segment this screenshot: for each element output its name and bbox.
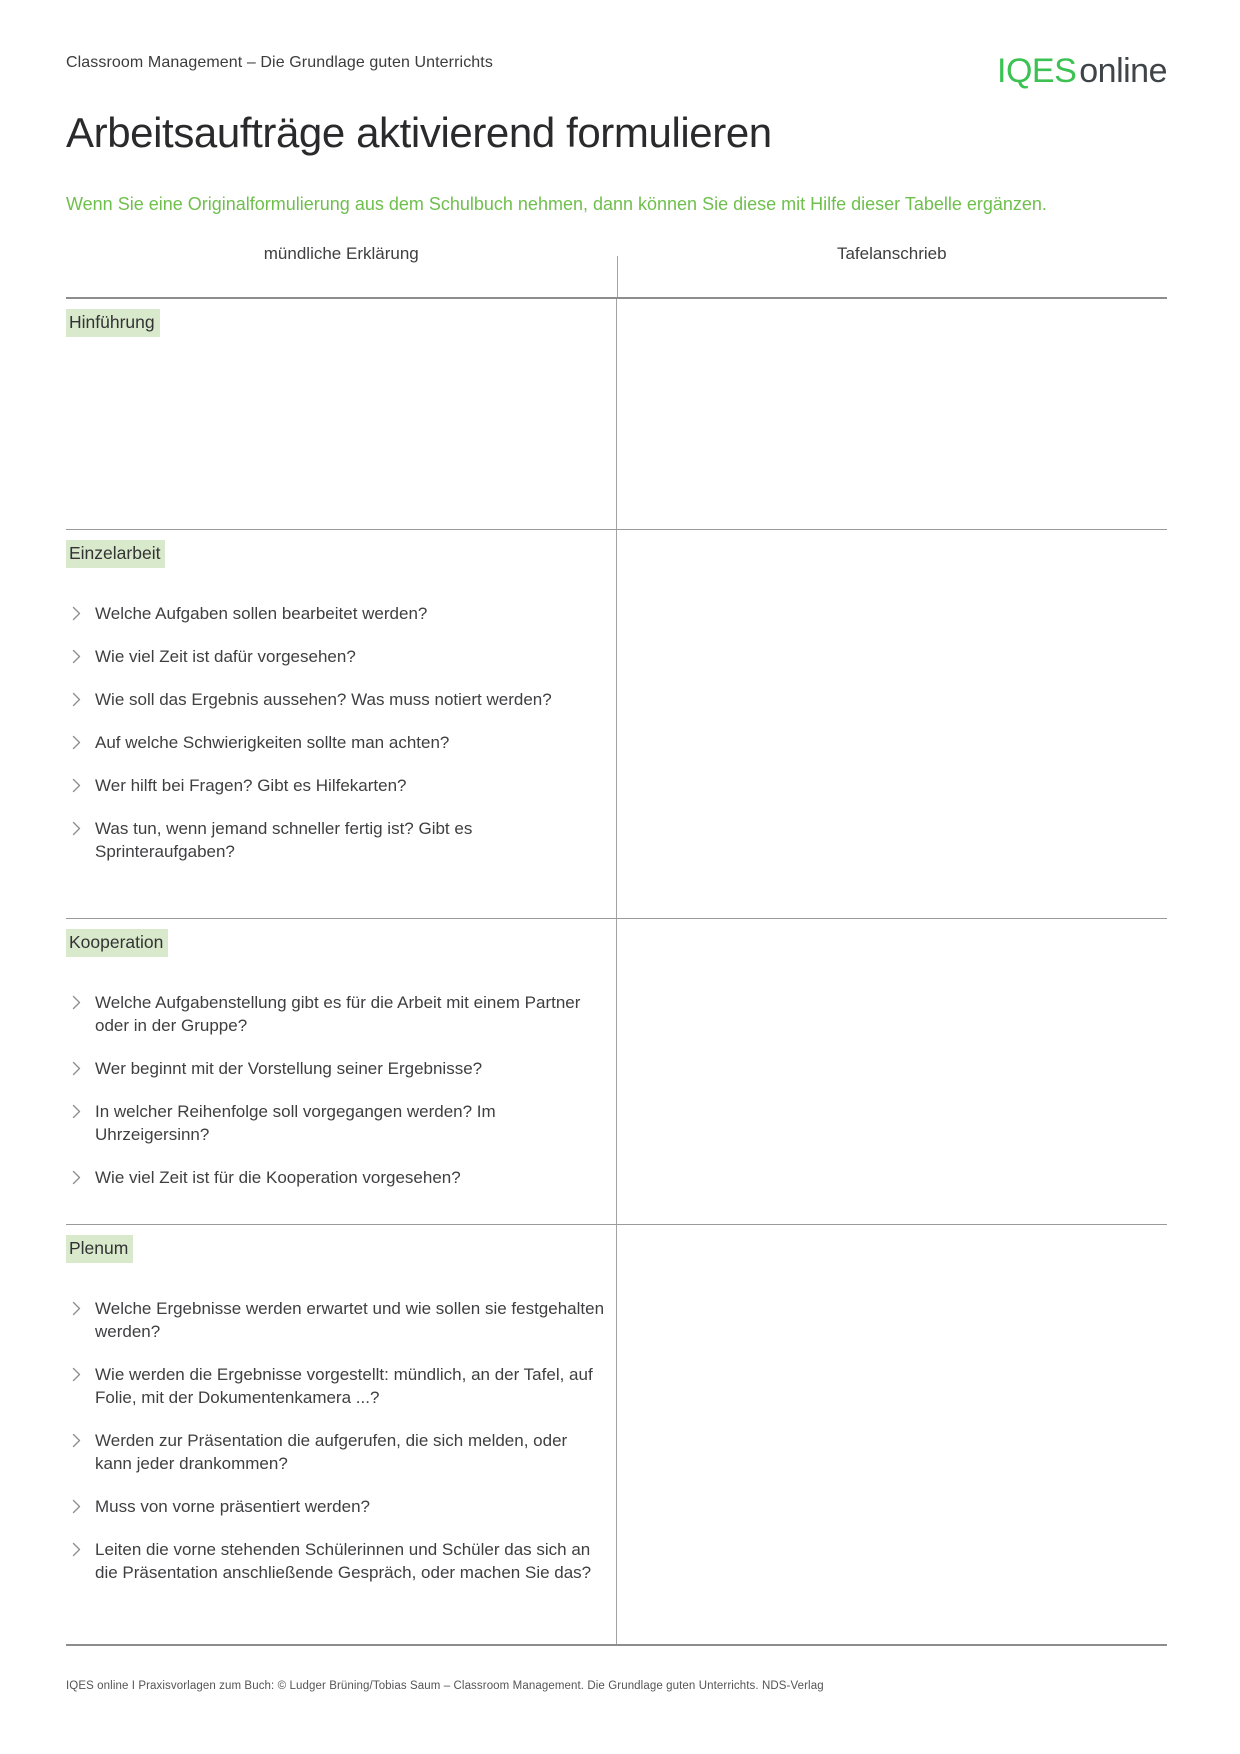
document-footer: IQES online I Praxisvorlagen zum Buch: © Ludger Brüning/Tobias Saum – Classroom Management. Die Grundlage guten Unterrichts. NDS-Verlag xyxy=(66,1680,824,1692)
section-title: Plenum xyxy=(66,1235,133,1263)
chevron-right-icon xyxy=(72,649,82,664)
column-header-oral-explanation: mündliche Erklärung xyxy=(263,244,419,263)
chevron-right-icon xyxy=(72,1433,82,1448)
chevron-right-icon xyxy=(72,821,82,836)
question-text: Auf welche Schwierigkeiten sollte man achten? xyxy=(95,733,450,752)
section-title-wrap xyxy=(66,540,606,568)
board-notes-cell xyxy=(617,299,1168,529)
question-item xyxy=(66,817,606,863)
question-item xyxy=(66,1363,606,1409)
question-item xyxy=(66,1297,606,1343)
question-text: Wer beginnt mit der Vorstellung seiner Ergebnisse? xyxy=(95,1059,483,1078)
table-section-row-kooperation xyxy=(66,919,1167,1225)
chevron-right-icon xyxy=(72,1367,82,1382)
question-item xyxy=(66,1429,606,1475)
board-notes-cell xyxy=(617,530,1168,918)
worksheet-table-body xyxy=(66,299,1167,1646)
question-item xyxy=(66,688,606,711)
oral-explanation-cell xyxy=(66,919,617,1224)
section-title: Hinführung xyxy=(66,309,160,337)
table-section-row-hinführung xyxy=(66,299,1167,530)
document-header xyxy=(66,52,1167,94)
board-notes-cell xyxy=(617,1225,1168,1644)
question-item xyxy=(66,774,606,797)
document-eyebrow: Classroom Management – Die Grundlage guten Unterrichts xyxy=(66,54,493,71)
chevron-right-icon xyxy=(72,1170,82,1185)
section-title-wrap xyxy=(66,1235,606,1263)
page-title: Arbeitsaufträge aktivierend formulieren xyxy=(66,109,772,156)
question-text: In welcher Reihenfolge soll vorgegangen werden? Im Uhrzeigersinn? xyxy=(95,1102,496,1144)
question-text: Leiten die vorne stehenden Schülerinnen und Schüler das sich an die Präsentation anschließende Gespräch, oder machen Sie das? xyxy=(95,1540,592,1582)
question-item xyxy=(66,645,606,668)
section-title-wrap xyxy=(66,309,606,337)
question-list xyxy=(66,1297,606,1584)
oral-explanation-cell xyxy=(66,1225,617,1644)
question-item xyxy=(66,1495,606,1518)
chevron-right-icon xyxy=(72,1499,82,1514)
question-item xyxy=(66,602,606,625)
section-title: Einzelarbeit xyxy=(66,540,165,568)
question-text: Wie viel Zeit ist dafür vorgesehen? xyxy=(95,647,356,666)
chevron-right-icon xyxy=(72,1104,82,1119)
chevron-right-icon xyxy=(72,606,82,621)
question-item xyxy=(66,1166,606,1189)
question-text: Welche Aufgaben sollen bearbeitet werden? xyxy=(95,604,428,623)
question-text: Welche Aufgabenstellung gibt es für die Arbeit mit einem Partner oder in der Gruppe? xyxy=(95,993,581,1035)
question-item xyxy=(66,731,606,754)
board-notes-cell xyxy=(617,919,1168,1224)
chevron-right-icon xyxy=(72,1061,82,1076)
chevron-right-icon xyxy=(72,692,82,707)
question-list xyxy=(66,602,606,863)
section-title: Kooperation xyxy=(66,929,168,957)
question-list xyxy=(66,991,606,1189)
table-section-row-einzelarbeit xyxy=(66,530,1167,919)
question-text: Muss von vorne präsentiert werden? xyxy=(95,1497,370,1516)
table-section-row-plenum xyxy=(66,1225,1167,1646)
column-header-board-notes: Tafelanschrieb xyxy=(836,244,947,263)
oral-explanation-cell xyxy=(66,530,617,918)
question-text: Was tun, wenn jemand schneller fertig ist? Gibt es Sprinteraufgaben? xyxy=(95,819,473,861)
question-item xyxy=(66,1538,606,1584)
logo-suffix-text: online xyxy=(1079,52,1167,90)
worksheet-table xyxy=(66,242,1167,1646)
oral-explanation-cell xyxy=(66,299,617,529)
question-item xyxy=(66,1057,606,1080)
chevron-right-icon xyxy=(72,735,82,750)
question-text: Werden zur Präsentation die aufgerufen, die sich melden, oder kann jeder drankommen? xyxy=(95,1431,568,1473)
question-text: Welche Ergebnisse werden erwartet und wie sollen sie festgehalten werden? xyxy=(95,1299,605,1341)
question-text: Wer hilft bei Fragen? Gibt es Hilfekarten? xyxy=(95,776,407,795)
logo-brand-text: IQES xyxy=(997,52,1077,90)
chevron-right-icon xyxy=(72,778,82,793)
section-title-wrap xyxy=(66,929,606,957)
question-item xyxy=(66,1100,606,1146)
question-text: Wie werden die Ergebnisse vorgestellt: mündlich, an der Tafel, auf Folie, mit der Dokumentenkamera ...? xyxy=(95,1365,593,1407)
question-text: Wie soll das Ergebnis aussehen? Was muss notiert werden? xyxy=(95,690,552,709)
intro-text: Wenn Sie eine Originalformulierung aus dem Schulbuch nehmen, dann können Sie diese mit Hilfe dieser Tabelle ergänzen. xyxy=(66,194,1047,214)
chevron-right-icon xyxy=(72,1301,82,1316)
question-item xyxy=(66,991,606,1037)
iqes-online-logo xyxy=(997,52,1167,90)
question-text: Wie viel Zeit ist für die Kooperation vorgesehen? xyxy=(95,1168,461,1187)
chevron-right-icon xyxy=(72,1542,82,1557)
table-header-row xyxy=(66,242,1167,299)
chevron-right-icon xyxy=(72,995,82,1010)
